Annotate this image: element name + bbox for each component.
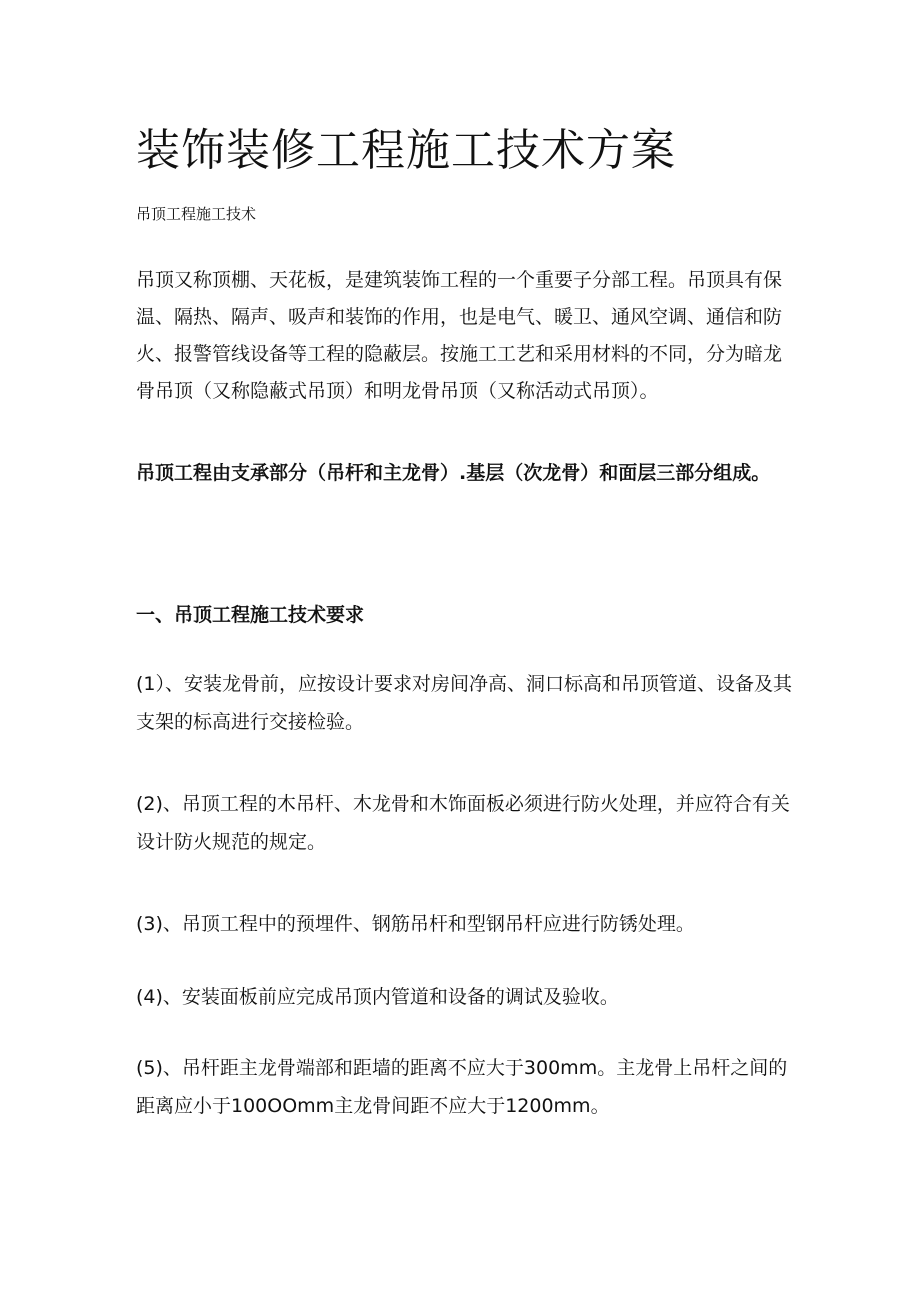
document-title: 装饰装修工程施工技术方案 bbox=[136, 125, 676, 176]
intro-bold-paragraph: 吊顶工程由支承部分（吊杆和主龙骨）.基层（次龙骨）和面层三部分组成。 bbox=[136, 462, 771, 484]
requirement-item-3: (3)、吊顶工程中的预埋件、钢筋吊杆和型钢吊杆应进行防锈处理。 bbox=[136, 913, 695, 935]
requirement-item-4: (4)、安装面板前应完成吊顶内管道和设备的调试及验收。 bbox=[136, 986, 619, 1008]
requirement-item-1: (1）、安装龙骨前，应按设计要求对房间净高、洞口标高和吊顶管道、设备及其支架的标高进行交接检验。 bbox=[136, 673, 793, 733]
intro-paragraph: 吊顶又称顶棚、天花板，是建筑装饰工程的一个重要子分部工程。吊顶具有保温、隔热、隔声、吸声和装饰的作用，也是电气、暖卫、通风空调、通信和防火、报警管线设备等工程的隐蔽层。按施工工艺和采用材料的不同，分为暗龙骨吊顶（又称隐蔽式吊顶）和明龙骨吊顶（又称活动式吊顶）。 bbox=[136, 269, 783, 402]
requirement-item-2: (2)、吊顶工程的木吊杆、木龙骨和木饰面板必须进行防火处理，并应符合有关设计防火规范的规定。 bbox=[136, 793, 790, 853]
section-heading: 一、吊顶工程施工技术要求 bbox=[136, 604, 365, 626]
requirement-item-5: (5)、吊杆距主龙骨端部和距墙的距离不应大于300mm。主龙骨上吊杆之间的距离应小于100OOmm主龙骨间距不应大于1200mm。 bbox=[136, 1057, 788, 1117]
document-subtitle: 吊顶工程施工技术 bbox=[136, 205, 257, 223]
